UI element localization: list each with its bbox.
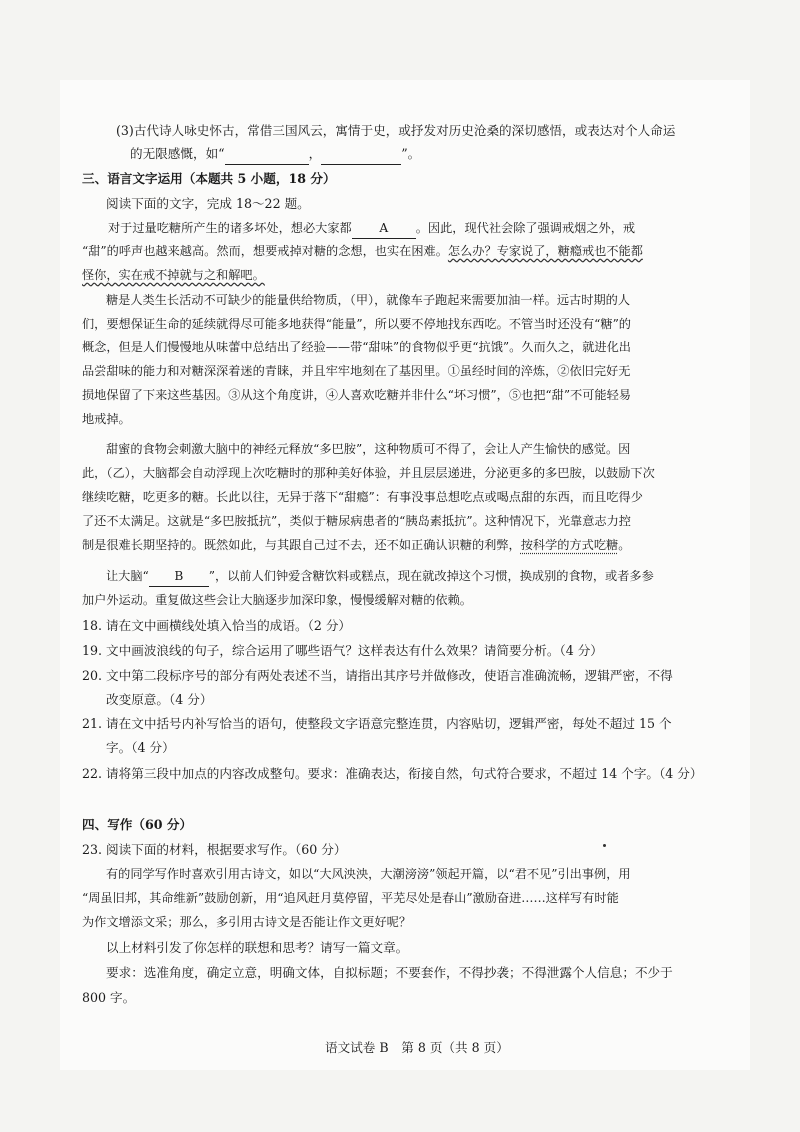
p2-line1: 糖是人类生长活动不可缺少的能量供给物质，（甲），就像车子跑起来需要加油一样。远古时期的人 xyxy=(106,293,631,307)
page-footer: 语文试卷 B 第 8 页（共 8 页） xyxy=(325,1040,509,1055)
dotted-phrase: 按科学的方式吃糖 xyxy=(520,538,619,552)
q3-line1: (3)古代诗人咏史怀古，常借三国风云，寓情于史，或抒发对历史沧桑的深切感悟，或表达对个人命运 xyxy=(116,123,676,138)
requirements-line2: 800 字。 xyxy=(82,990,136,1005)
question-21-line1: 21. 请在文中括号内补写恰当的语句，使整段文字语意完整连贯，内容贴切，逻辑严密，每处不超过 15 个 xyxy=(82,716,672,731)
q3-blank-2 xyxy=(321,144,401,165)
question-22: 22. 请将第三段中加点的内容改成整句。要求：准确表达，衔接自然，句式符合要求，不超过 14 个字。（4 分） xyxy=(82,766,703,781)
p1-line2 xyxy=(82,241,643,261)
section3-heading: 三、语言文字运用（本题共 5 小题，18 分） xyxy=(82,171,336,186)
writing-prompt: 以上材料引发了你怎样的联想和思考？请写一篇文章。 xyxy=(106,940,409,955)
p3-line2: 此，（乙），大脑都会自动浮现上次吃糖时的那种美好体验，并且层层递进，分泌更多的多巴胺，以鼓励下次 xyxy=(82,466,655,480)
p2-line5: 损地保留了下来这些基因。③从这个角度讲，④人喜欢吃糖并非什么“坏习惯”，⑤也把“甜”不可能轻易 xyxy=(82,388,631,402)
p4-line1-pre: 让大脑“ xyxy=(106,569,149,583)
p3-line3: 继续吃糖，吃更多的糖。长此以往，无异于落下“甜瘾”：有事没事总想吃点或喝点甜的东西，而且吃得少 xyxy=(82,490,643,504)
p3-line5-post: 。 xyxy=(618,538,631,552)
q3-separator: ， xyxy=(308,146,322,161)
requirements-line1: 要求：选准角度，确定立意，明确文体，自拟标题；不要套作，不得抄袭；不得泄露个人信息；不少于 xyxy=(106,965,673,980)
blank-a: A xyxy=(352,218,416,239)
p4-line1-post: ”，以前人们钟爱含糖饮料或糕点，现在就改掉这个习惯，换成别的食物，或者多参 xyxy=(208,569,654,583)
q3-blank-1 xyxy=(225,144,309,165)
wavy-sentence-part2: 怪你，实在戒不掉就与之和解吧。 xyxy=(82,268,265,282)
p1-line1-pre: 对于过量吃糖所产生的诸多坏处，想必大家都 xyxy=(108,221,352,235)
exam-page xyxy=(60,80,750,1070)
blank-b: B xyxy=(149,566,209,587)
section3-intro: 阅读下面的文字，完成 18～22 题。 xyxy=(106,196,310,211)
p4-line1 xyxy=(106,566,654,587)
material-line1: 有的同学写作时喜欢引用古诗文，如以“大风泱泱，大潮滂滂”领起开篇，以“君不见”引出事例，用 xyxy=(106,867,631,881)
question-23: 23. 阅读下面的材料，根据要求写作。（60 分） xyxy=(82,842,347,857)
question-20-line2: 改变原意。（4 分） xyxy=(106,692,213,707)
p2-line3: 概念，但是人们慢慢地从味蕾中总结出了经验——带“甜味”的食物似乎更“抗饿”。久而久之，就进化出 xyxy=(82,340,631,354)
question-18: 18. 请在文中画横线处填入恰当的成语。（2 分） xyxy=(82,618,352,633)
p2-line4: 品尝甜味的能力和对糖深深着迷的青睐，并且牢牢地刻在了基因里。①虽经时间的淬炼，②依旧完好无 xyxy=(82,364,631,378)
p3-line5 xyxy=(82,535,630,555)
print-speck xyxy=(603,844,606,847)
p3-line4: 了还不太满足。这就是“多巴胺抵抗”，类似于糖尿病患者的“胰岛素抵抗”。这种情况下，光靠意志力控 xyxy=(82,514,631,528)
material-line2: “周虽旧邦，其命维新”鼓励创新，用“追风赶月莫停留，平芜尽处是春山”激励奋进……这样写有时能 xyxy=(82,891,619,905)
question-19: 19. 文中画波浪线的句子，综合运用了哪些语气？这样表达有什么效果？请简要分析。（4 分） xyxy=(82,643,603,658)
material-line3: 为作文增添文采；那么，多引用古诗文是否能让作文更好呢？ xyxy=(82,915,412,929)
q3-line2-post: ”。 xyxy=(401,146,421,161)
question-20-line1: 20. 文中第二段标序号的部分有两处表述不当，请指出其序号并做修改，使语言准确流畅，逻辑严密，不得 xyxy=(82,668,673,683)
p2-line6: 地戒掉。 xyxy=(82,412,131,426)
p1-line3 xyxy=(82,265,265,285)
question-21-line2: 字。（4 分） xyxy=(106,740,175,755)
p1-line1 xyxy=(108,218,635,239)
q3-line2-pre: 的无限感慨，如“ xyxy=(130,146,225,161)
p3-line5-pre: 制是很难长期坚持的。既然如此，与其跟自己过不去，还不如正确认识糖的利弊， xyxy=(82,538,521,552)
p1-line2-pre: “甜”的呼声也越来越高。然而，想要戒掉对糖的念想，也实在困难。 xyxy=(82,244,448,258)
p1-line1-post: 。因此，现代社会除了强调戒烟之外，戒 xyxy=(415,221,636,235)
section4-heading: 四、写作（60 分） xyxy=(82,817,193,832)
p2-line2: 们，要想保证生命的延续就得尽可能多地获得“能量”，所以要不停地找东西吃。不管当时还没有“糖”的 xyxy=(82,317,631,331)
p4-line2: 加户外运动。重复做这些会让大脑逐步加深印象，慢慢缓解对糖的依赖。 xyxy=(82,593,472,607)
wavy-sentence-part1: 怎么办？专家说了，糖瘾戒也不能都 xyxy=(447,244,643,258)
q3-line2 xyxy=(130,144,420,165)
p3-line1: 甜蜜的食物会刺激大脑中的神经元释放“多巴胺”，这种物质可不得了，会让人产生愉快的感觉。因 xyxy=(106,442,631,456)
